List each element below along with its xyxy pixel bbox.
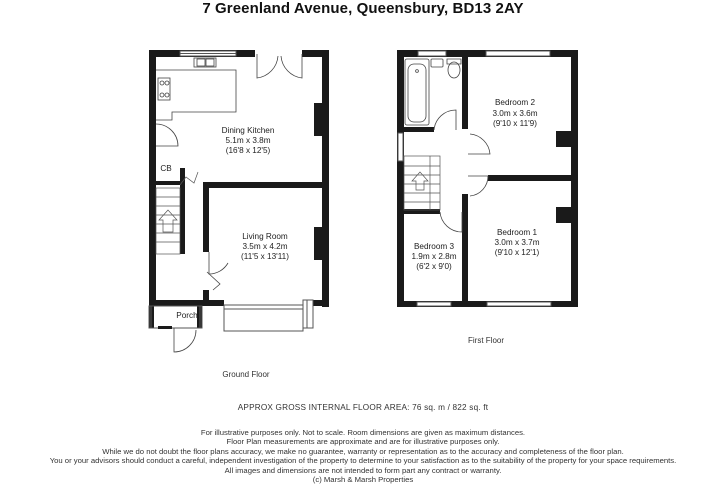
ground-floor-plan <box>149 50 329 379</box>
disclaimer-block <box>0 428 726 484</box>
bedroom1-imperial: (9'10 x 12'1) <box>494 248 540 257</box>
first-floor-plan <box>397 50 578 345</box>
page-title: 7 Greenland Avenue, Queensbury, BD13 2AY <box>202 0 524 17</box>
dining-kitchen-imperial: (16'8 x 12'5) <box>225 146 271 155</box>
disclaimer-line: For illustrative purposes only. Not to scale. Room dimensions are given as maximum distances. <box>200 428 526 437</box>
bedroom2-metric: 3.0m x 3.6m <box>492 109 538 118</box>
bedroom3-imperial: (6'2 x 9'0) <box>416 262 452 271</box>
cb-label: CB <box>160 164 172 173</box>
dining-kitchen-metric: 5.1m x 3.8m <box>225 136 271 145</box>
bedroom1-metric: 3.0m x 3.7m <box>494 238 540 247</box>
dining-kitchen-label: Dining Kitchen <box>221 126 275 135</box>
bedroom2-imperial: (9'10 x 11'9) <box>493 119 537 128</box>
bedroom3-label: Bedroom 3 <box>413 242 455 251</box>
disclaimer-line: You or your advisors should conduct a careful, independent investigation of the property to determine to your satisfaction as to the suitability of the property for your space requirements. <box>49 456 677 466</box>
disclaimer-line: Floor Plan measurements are approximate and are for illustrative purposes only. <box>226 437 500 447</box>
bedroom2-label: Bedroom 2 <box>494 98 536 107</box>
living-room-metric: 3.5m x 4.2m <box>242 242 288 251</box>
bedroom1-label: Bedroom 1 <box>496 228 538 237</box>
ground-floor-label: Ground Floor <box>222 370 270 379</box>
bedroom3-metric: 1.9m x 2.8m <box>411 252 457 261</box>
first-floor-label: First Floor <box>468 336 504 345</box>
floor-area-summary: APPROX GROSS INTERNAL FLOOR AREA: 76 sq. m / 822 sq. ft <box>237 403 489 412</box>
porch-label: Porch <box>176 311 198 320</box>
living-room-imperial: (11'5 x 13'11) <box>241 252 289 261</box>
living-room-label: Living Room <box>242 232 288 241</box>
disclaimer-line: While we do not doubt the floor plans accuracy, we make no guarantee, warranty or representation as to the accuracy and completeness of the floor plan. <box>102 446 624 456</box>
disclaimer-line: All images and dimensions are not intended to form part any contract or warranty. <box>224 465 502 475</box>
disclaimer-line: (c) Marsh & Marsh Properties <box>312 475 414 484</box>
